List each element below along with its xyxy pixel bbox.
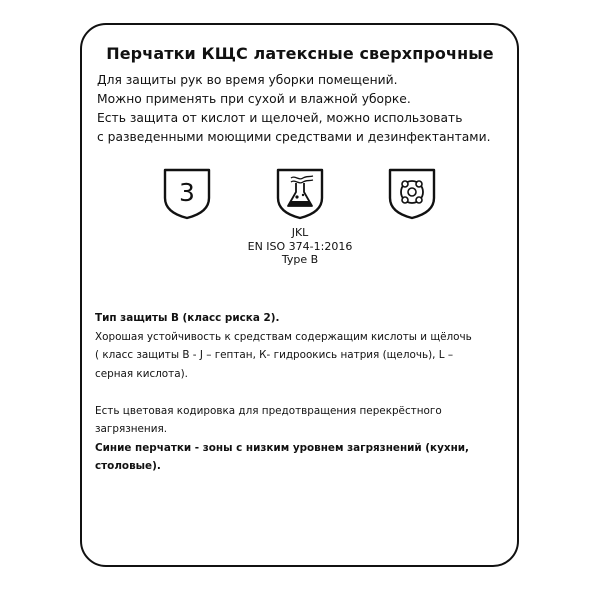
details-text	[95, 309, 515, 476]
page-title: Перчатки КЩС латексные сверхпрочные	[106, 44, 494, 63]
protection-heading: Тип защиты В (класс риска 2).	[95, 312, 280, 324]
shield-chemical-flask-icon	[276, 168, 324, 220]
shield-microorganism-icon	[388, 168, 436, 220]
spacer	[95, 383, 515, 402]
intro-line: с разведенными моющими средствами и дезинфектантами.	[97, 130, 491, 144]
protection-line: серная кислота).	[95, 367, 188, 380]
protection-type: Type B	[281, 253, 319, 266]
standard-info	[200, 226, 400, 267]
blue-gloves-line: столовые).	[95, 460, 161, 472]
intro-line: Для защиты рук во время уборки помещений.	[97, 73, 398, 87]
protection-line: ( класс защиты В - J – гептан, К- гидроокись натрия (щелочь), L –	[95, 349, 454, 361]
color-coding-line: Есть цветовая кодировка для предотвращения перекрёстного	[95, 404, 442, 417]
intro-line: Есть защита от кислот и щелочей, можно использовать	[97, 111, 463, 125]
blue-gloves-line: Синие перчатки - зоны с низким уровнем загрязнений (кухни,	[95, 441, 469, 454]
protection-code: JKL	[291, 226, 309, 239]
protection-line: Хорошая устойчивость к средствам содержащим кислоты и щёлочь	[95, 330, 472, 343]
intro-text	[97, 71, 517, 147]
standard-norm: EN ISO 374-1:2016	[247, 239, 353, 253]
shield-number-3-icon	[163, 168, 211, 220]
intro-line: Можно применять при сухой и влажной уборке.	[97, 92, 411, 106]
color-coding-line: загрязнения.	[95, 423, 168, 435]
shield-digit: 3	[179, 178, 195, 207]
